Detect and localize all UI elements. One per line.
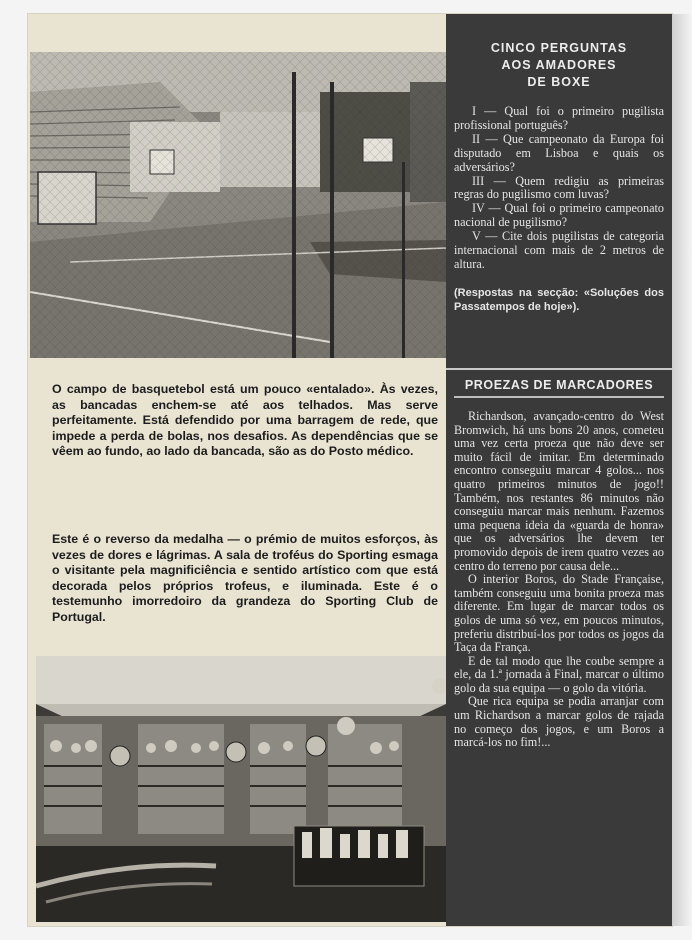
quiz-question: IV — Qual foi o primeiro campeonato nacional de pugilismo? [454,201,664,230]
basketball-court-photo [30,52,446,358]
scorers-feats-section [454,378,664,750]
article-paragraph: E de tal modo que lhe coube sempre a ele, da 1.ª jornada à Final, marcar o último golo da sua equipa — o golo da vitória. [454,653,664,695]
quiz-question: II — Que campeonato da Europa foi disputado em Lisboa e quais os adversários? [454,131,664,174]
quiz-question: V — Cite dois pugilistas de categoria internacional com mais de 2 metros de altura. [454,229,664,271]
answers-note: (Respostas na secção: «Soluções dos Passatempos de hoje»). [454,286,664,314]
section-body [454,410,664,750]
basketball-caption: O campo de basquetebol está um pouco «entalado». Às vezes, as bancadas enchem-se até aos telhados. Mas serve perfeitamente. Está defendido por uma barragem de rede, que impede a perda de bolas, nos desafios. As dependências que se vêem ao fundo, ao lado da bancada, são as do Posto médico. [52,382,438,459]
quiz-question: III — Quem redigiu as primeiras regras do pugilismo com luvas? [454,173,664,202]
section-title: PROEZAS DE MARCADORES [454,378,664,398]
page-edge-shadow [672,14,692,926]
article-paragraph: O interior Boros, do Stade Française, também conseguiu uma bonita proeza mas diferente. Em lugar de marcar todos os golos de uma só vez, em poucos minutos, preferiu distribuí-los por todos os jogos da Taça da França. [454,572,664,655]
article-paragraph: Que rica equipa se podia arranjar com um Richardson a marcar golos de rajada no começo dos jogos, e um Boros a marcá-los no fim!... [454,694,664,750]
quiz-question: I — Qual foi o primeiro pugilista profissional português? [454,104,664,132]
boxing-quiz-questions [454,105,664,272]
section-divider [446,368,672,370]
boxing-quiz-title-line-3: DE BOXE [527,75,591,89]
boxing-quiz-title-line-1: CINCO PERGUNTAS [490,41,628,55]
trophy-room-photo [36,656,446,922]
article-paragraph: Richardson, avançado-centro do West Bromwich, há uns bons 20 anos, cometeu uma vez certa proeza que não deve ser muito fácil de imitar. Em determinado encontro conseguiu marcar 4 golos... nos quatro primeiros minutos de jogo!! Também, nos restantes 86 minutos não conseguiu marcar mais nenhum. Fazemos uma pequena ideia da «guarda de honra» que os adversários lhe devem ter promovido depois de irem quatro vezes ao centro do terreno por causa dele... [454,409,664,573]
trophy-room-caption: Este é o reverso da medalha — o prémio de muitos esforços, às vezes de dores e lágrimas. A sala de troféus do Sporting esmaga o visitante pela magnificiência e sentido artístico com que está decorada pelos próprios trofeus, e iluminada. Este é o testemunho imorredoiro da grandeza do Sporting Club de Portugal. [52,532,438,624]
boxing-quiz-title-line-2: AOS AMADORES [501,58,617,72]
